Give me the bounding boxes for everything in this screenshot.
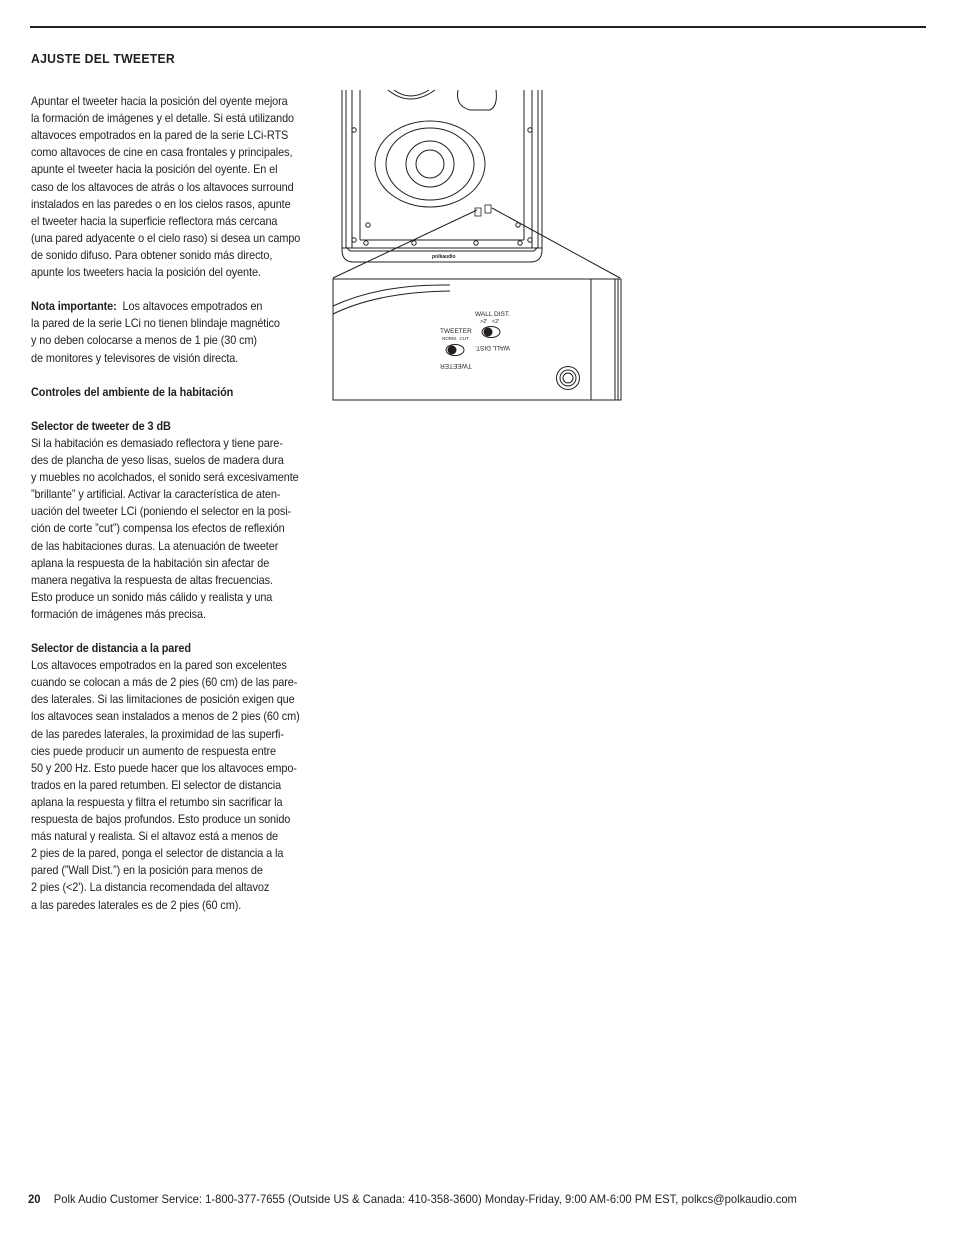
switch-detail-view (333, 279, 621, 400)
page-number: 20 (28, 1192, 41, 1206)
tweeter-line: uación del tweeter LCi (poniendo el selector en la posi- (31, 505, 292, 519)
intro-line: apunte el tweeter hacia la posición del oyente. En el (31, 163, 278, 177)
speaker-front-view (342, 90, 542, 262)
tweeter-line: y muebles no acolchados, el sonido será excesivamente (31, 471, 299, 485)
intro-paragraph (31, 93, 305, 281)
wall-line: des laterales. Si las limitaciones de posición exigen que (31, 693, 295, 707)
wall-selector-heading: Selector de distancia a la pared (31, 642, 191, 656)
intro-line: la formación de imágenes y el detalle. Si está utilizando (31, 112, 295, 126)
top-rule (30, 26, 926, 28)
intro-line: apunte los tweeters hacia la posición del oyente. (31, 266, 261, 280)
tweeter-line: aplana la respuesta de la habitación sin afectar de (31, 556, 270, 570)
note-text: Los altavoces empotrados en (122, 300, 263, 314)
note-label: Nota importante: (31, 300, 117, 314)
intro-line: instalados en las paredes o en los cielos rasos, apunte (31, 197, 291, 211)
tweeter-options: NORM. CUT (442, 336, 469, 341)
customer-service-text: Polk Audio Customer Service: 1-800-377-7655 (Outside US & Canada: 410-358-3600) Monday-Friday, 9:00 AM-6:00 PM EST, polkcs@polkaudio.com (53, 1192, 797, 1206)
tweeter-line: Esto produce un sonido más cálido y realista y una (31, 590, 273, 604)
tweeter-label: TWEETER (440, 328, 472, 335)
main-column (31, 50, 305, 914)
note-line: de monitores y televisores de visión directa. (31, 351, 239, 365)
tweeter-label-inverted: TWEETER (440, 362, 472, 369)
wall-line: los altavoces sean instalados a menos de 2 pies (60 cm) (31, 710, 300, 724)
room-controls-heading: Controles del ambiente de la habitación (31, 385, 234, 399)
intro-line: Apuntar el tweeter hacia la posición del oyente mejora (31, 95, 288, 109)
tweeter-line: manera negativa la respuesta de altas frecuencias. (31, 573, 273, 587)
note-line: y no deben colocarse a menos de 1 pie (30 cm) (31, 334, 257, 348)
tweeter-selector-heading: Selector de tweeter de 3 dB (31, 419, 171, 433)
note-line: la pared de la serie LCi no tienen blindaje magnético (31, 317, 280, 331)
section-heading: AJUSTE DEL TWEETER (31, 51, 176, 66)
intro-line: (una pared adyacente o el cielo raso) si desea un campo (31, 231, 301, 245)
wall-line: de las paredes laterales, la proximidad de las superfi- (31, 727, 284, 741)
intro-line: caso de los altavoces de atrás o los altavoces surround (31, 180, 294, 194)
wall-line: 50 y 200 Hz. Esto puede hacer que los altavoces empo- (31, 761, 297, 775)
wall-line: respuesta de bajos profundos. Esto produce un sonido (31, 813, 291, 827)
note-line (31, 298, 305, 315)
note-paragraph (31, 298, 305, 366)
tweeter-line: de las habitaciones duras. La atenuación de tweeter (31, 539, 279, 553)
intro-line: altavoces empotrados en la pared de la serie LCi-RTS (31, 129, 289, 143)
wall-line: 2 pies de la pared, ponga el selector de distancia a la (31, 847, 284, 861)
tweeter-line: ”brillante” y artificial. Activar la característica de aten- (31, 488, 281, 502)
speaker-illustration (330, 88, 624, 403)
page-footer (28, 1192, 797, 1206)
wall-line: más natural y realista. Si el altavoz está a menos de (31, 830, 279, 844)
wall-line: 2 pies (<2'). La distancia recomendada del altavoz (31, 881, 270, 895)
tweeter-line: ción de corte ”cut”) compensa los efectos de reflexión (31, 522, 285, 536)
wall-line: aplana la respuesta y filtra el retumbo sin sacrificar la (31, 795, 283, 809)
wall-line: cuando se colocan a más de 2 pies (60 cm) de las pare- (31, 676, 298, 690)
wall-line: Los altavoces empotrados en la pared son excelentes (31, 659, 287, 673)
wall-selector-paragraph (31, 657, 305, 913)
tweeter-line: Si la habitación es demasiado reflectora y tiene pare- (31, 436, 283, 450)
tweeter-line: formación de imágenes más precisa. (31, 607, 206, 621)
wall-line: cies puede producir un aumento de respuesta entre (31, 744, 277, 758)
brand-logo: polkaudio (432, 254, 456, 260)
tweeter-selector-paragraph (31, 435, 305, 623)
intro-line: como altavoces de cine en casa frontales y principales, (31, 146, 293, 160)
wall-dist-label: WALL DIST. (475, 311, 510, 318)
intro-line: el tweeter hacia la superficie reflectora más cercana (31, 214, 278, 228)
wall-dist-options: >2' <2' (480, 319, 500, 325)
wall-line: pared (”Wall Dist.”) en la posición para menos de (31, 864, 263, 878)
wall-line: a las paredes laterales es de 2 pies (60 cm). (31, 898, 242, 912)
intro-line: de sonido difuso. Para obtener sonido más directo, (31, 248, 273, 262)
tweeter-line: des de plancha de yeso lisas, suelos de madera dura (31, 454, 284, 468)
wall-line: trados en la pared retumben. El selector de distancia (31, 778, 282, 792)
wall-dist-label-inverted: WALL DIST. (475, 344, 510, 351)
